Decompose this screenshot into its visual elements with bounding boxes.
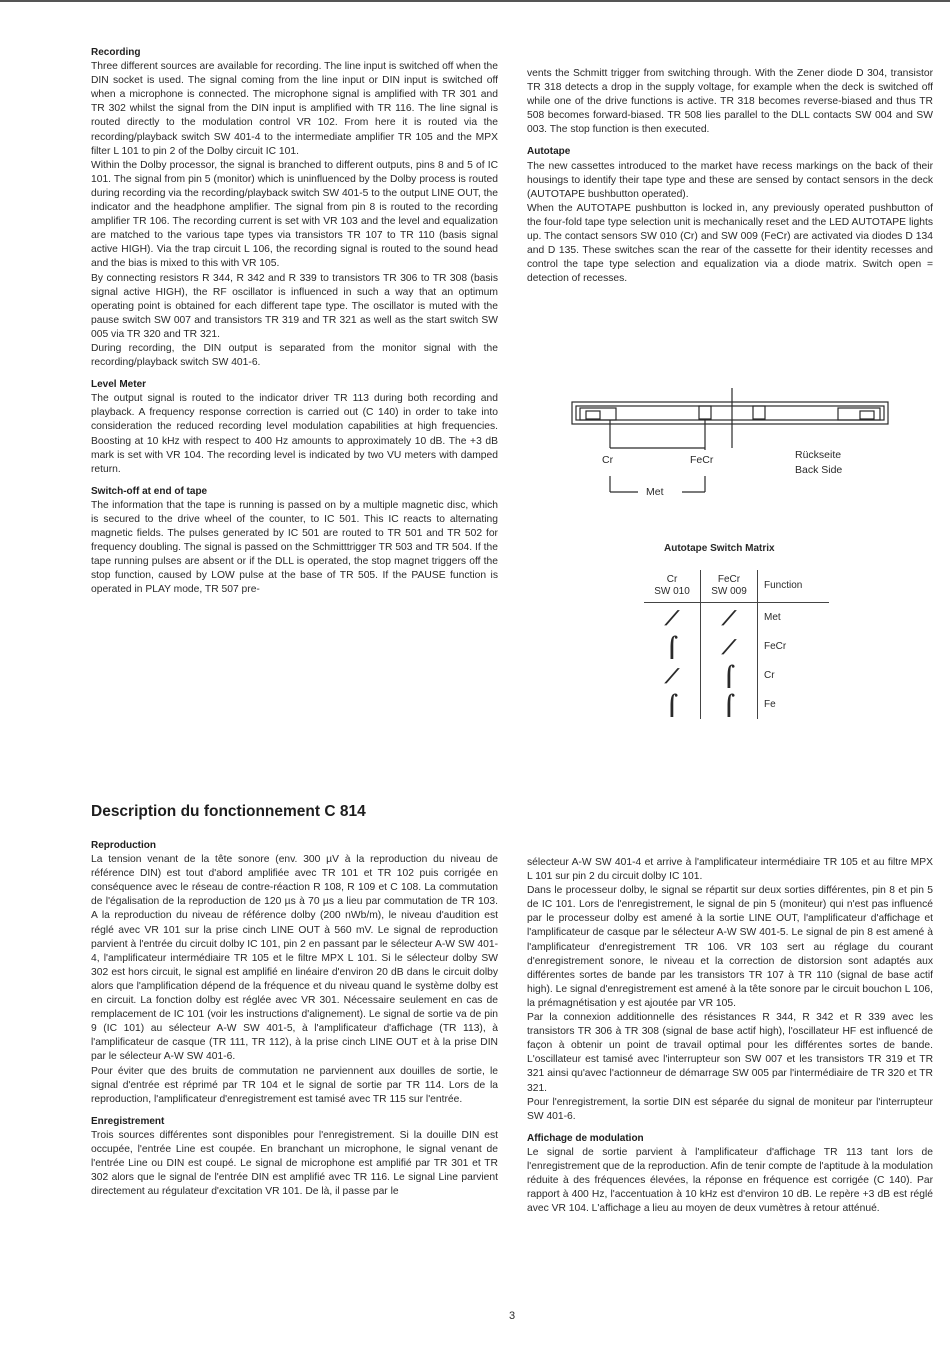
autotape-switch-matrix	[644, 570, 829, 719]
diagram-label-back-side: Back Side	[795, 464, 843, 476]
matrix-row	[644, 603, 829, 633]
french-section-title: Description du fonctionnement C 814	[91, 803, 366, 820]
switch-closed-icon: ⟋	[722, 605, 736, 630]
diagram-label-cr: Cr	[602, 454, 614, 466]
recording-paragraph: During recording, the DIN output is separated from the monitor signal with the recording/playback switch SW 401-6.	[91, 342, 498, 369]
enregistrement-paragraph-part1: Trois sources différentes sont disponibles pour l'enregistrement. Si la douille DIN est occupée, l'entrée Line est coupée. En branchant un microphone, le signal venant de l'entrée Line ou DIN est coupé. Le signal de microphone est amplifié par TR 301 et TR 302 alors que le signal de l'entrée DIN est amplifié avec TR 116. Le signal Line parvient directement au régulateur d'excitation VR 101. De là, il passe par le	[91, 1129, 498, 1198]
enregistrement-paragraph-part2: sélecteur A-W SW 401-4 et arrive à l'amplificateur intermédiaire TR 105 et au filtre MPX L 101 sur pin 2 du circuit dolby IC 101.	[527, 857, 933, 883]
matrix-row	[644, 690, 829, 719]
recording-paragraph: By connecting resistors R 344, R 342 and R 339 to transistors TR 306 to TR 308 (basis signal active HIGH), the RF oscillator is influenced in such a way that an optimum operating point is obtained for each different tape type. The oscillator is muted with the pause switch SW 007 and transistors TR 319 and TR 321 as well as the start switch SW 005 via TR 320 and TR 321.	[91, 272, 498, 340]
enregistrement-paragraph: Par la connexion additionnelle des résistances R 344, R 342 et R 339 avec les transistors TR 306 à TR 308 (signal de base actif high), l'oscillateur HF est influencé de façon à obtenir un point de travail optimal pour les différentes sortes de bande. L'oscillateur est tamisé avec l'interrupteur son SW 007 et les transistors TR 319 et TR 321 ainsi qu'avec l'actionneur de démarrage SW 005 par l'intermédiaire de TR 320 et TR 321.	[527, 1012, 933, 1094]
heading-enregistrement: Enregistrement	[91, 1115, 165, 1127]
enregistrement-paragraph: Pour l'enregistrement, la sortie DIN est séparée du signal de moniteur par l'interrupteur SW 401-6.	[527, 1096, 933, 1122]
heading-switch-off: Switch-off at end of tape	[91, 485, 208, 497]
english-right-column	[527, 67, 933, 286]
matrix-function: Cr	[764, 670, 775, 681]
matrix-header-function: Function	[758, 570, 830, 603]
switch-open-icon: ⌠	[665, 634, 679, 659]
heading-reproduction: Reproduction	[91, 840, 156, 851]
matrix-function: Met	[764, 612, 781, 623]
french-right-column	[527, 856, 933, 1216]
heading-recording: Recording	[91, 47, 141, 58]
autotape-paragraph: The new cassettes introduced to the market have recess markings on the back of their housings to identify their tape type and these are sensed by contact sensors in the deck (AUTOTAPE bushbutton operated).	[527, 160, 933, 200]
diagram-label-rueckseite: Rückseite	[795, 449, 842, 461]
matrix-function: FeCr	[764, 641, 787, 652]
affichage-paragraph: Le signal de sortie parvient à l'amplificateur d'affichage TR 113 tant lors de l'enregistrement que de la reproduction. Afin de tenir compte de l'aptitude à la modulation réduite à des fréquences élevées, la réponse en fréquence est corrigée (C 140). Par rapport à 400 Hz, l'accentuation à 10 kHz est d'environ 10 dB. Le repère +3 dB est réglé avec VR 104. L'affichage a lieu au moyen de deux vumètres à retour atténué.	[527, 1146, 933, 1215]
diagram-label-fecr: FeCr	[690, 454, 714, 466]
heading-level-meter: Level Meter	[91, 379, 147, 391]
french-left-column	[91, 839, 498, 1199]
switch-open-icon: ⌠	[722, 692, 736, 717]
switch-off-paragraph-part2: vents the Schmitt trigger from switching through. With the Zener diode D 304, transistor TR 318 detects a drop in the supply voltage, for example when the deck is switched off while one of the drive functions is active. TR 318 becomes reverse-biased and thus TR 508 becomes forward-biased. TR 508 lies parallel to the DLL contacts SW 004 and SW 003. The stop function is then executed.	[527, 68, 933, 136]
cassette-back-diagram	[560, 380, 900, 510]
heading-affichage: Affichage de modulation	[527, 1132, 644, 1144]
recording-paragraph: Three different sources are available for recording. The line input is switched off when the DIN socket is used. The signal coming from the line input or DIN input is switched off when a microphone is connected. The microphone signal is amplified with TR 301 and TR 302 whilst the signal from the DIN input is amplified with TR 116. The line signal is routed directly to the modulation control VR 102. From here it is routed via the recording/playback switch SW 401-4 to the intermediate amplifier TR 105 and the MPX filter L 101 to pin 2 of the Dolby circuit IC 101.	[91, 61, 498, 157]
matrix-header-cr: Cr SW 010	[644, 570, 701, 603]
switch-closed-icon: ⟋	[665, 663, 679, 688]
recording-paragraph: Within the Dolby processor, the signal is branched to different outputs, pins 8 and 5 of IC 101. The signal from pin 5 (monitor) which is uninfluenced by the Dolby process is routed during recording via the recording/playback switch SW 401-5 to the output LINE OUT, the indicator and the headphone amplifier. The signal from pin 8 is routed to the recording amplifier TR 106. The recording current is set with VR 103 and the level and equalization are matched to the various tape types via transistors TR 107 to TR 110 (basis signal active HIGH). Via the trap circuit L 106, the recording signal is routed to the sound head and the bias is mixed to this with VR 105.	[91, 159, 498, 270]
page-top-rule	[0, 0, 950, 2]
enregistrement-paragraph: Dans le processeur dolby, le signal se répartit sur deux sorties différentes, pin 8 et pin 5 de IC 101. Lors de l'enregistrement, le signal de pin 5 (moniteur) qui n'est pas influencé par le processeur dolby est amené à la sortie LINE OUT, l'amplificateur d'affichage et l'amplificateur de casque par le sélecteur A-W SW 401-5. Le signal de pin 8 est amené à l'amplificateur d'enregistrement TR 106. VR 103 sert au réglage du courant d'enregistrement sonore, le niveau et la correction de distorsion sont adaptés aux différentes sortes de bande par les transistors TR 107 à TR 110 (signal de base actif high). Le signal d'enregistrement est amené à la tête sonore par le circuit bouchon L 106, la prémagnétisation y est ajoutée par VR 105.	[527, 885, 933, 1009]
english-left-column	[91, 46, 498, 598]
reproduction-paragraph: La tension venant de la tête sonore (env. 300 µV à la reproduction du niveau de référence DIN) est tout d'abord amplifiée avec TR 101 et TR 102 puis corrigée en conséquence avec le réseau de contre-réaction R 108, R 109 et C 108. La commutation de l'égalisation de la reproduction de 120 µs à 70 µs a lieu par commutation de TR 103. A la reproduction du niveau de référence dolby (200 nWb/m), le niveau d'audition est réglé avec VR 101 sur la prise cinch LINE OUT à 560 mV. Le signal de reproduction parvient à l'entrée du circuit dolby IC 101, pin 2 en passant par le sélecteur A-W SW 401-4, l'amplificateur intermédiaire TR 105 et le filtre MPX L 101. Si le sélecteur dolby SW 302 est hors circuit, le signal est amplifié en linéaire d'environ 20 dB dans le circuit dolby alors que l'amplification dépend de la fréquence et du niveau quand le système dolby est en circuit. La fonction dolby est réglée avec VR 301. Nécessaire seulement en cas de remplacement de IC 101 (voir les instructions d'alignement). Le signal de sortie va de pin 9 (IC 101) au sélecteur A-W SW 401-5, à l'amplificateur d'affichage (TR 113), à l'amplificateur de casque (TR 111, TR 112), à la prise cinch LINE OUT et à la prise DIN par le sélecteur A-W SW 401-6.	[91, 854, 498, 1063]
matrix-row	[644, 661, 829, 690]
matrix-function: Fe	[764, 699, 776, 710]
autotape-paragraph: When the AUTOTAPE pushbutton is locked in, any previously operated pushbutton of the four-fold tape type selection unit is mechanically reset and the LED AUTOTAPE lights up. The contact sensors SW 010 (Cr) and SW 009 (FeCr) are activated via diodes D 134 and D 135. These switches scan the rear of the cassette for their identity recesses and control the tape type selection and equalization via a diode matrix. Switch open = detection of recesses.	[527, 202, 933, 285]
switch-off-paragraph-part1: The information that the tape is running is passed on by a multiple magnetic disc, which is secured to the drive wheel of the counter, to IC 501. This IC reacts to alternating magnetic fields. The pulses generated by IC 501 are routed to TR 501 and TR 502 for frequency doubling. The signal is passed on the Schmitttrigger TR 503 and TR 504. If the tape running pulses are absent or if the DLL is operated, the stop magnet triggers off the stop function, caused by LOW pulse at the base of TR 505. If the PAUSE function is operated in PLAY mode, TR 507 pre-	[91, 499, 498, 596]
matrix-title: Autotape Switch Matrix	[664, 543, 775, 554]
matrix-row	[644, 632, 829, 661]
switch-open-icon: ⌠	[665, 692, 679, 717]
reproduction-paragraph: Pour éviter que des bruits de commutation ne parviennent aux douilles de sortie, le signal d'entrée est réprimé par TR 104 et le signal de sortie par TR 114. Lors de la reproduction, l'amplificateur d'enregistrement est tamisé avec TR 115 sur l'entrée.	[91, 1065, 498, 1105]
switch-closed-icon: ⟋	[665, 605, 679, 630]
matrix-header-fecr: FeCr SW 009	[701, 570, 758, 603]
diagram-label-met: Met	[646, 486, 664, 498]
switch-open-icon: ⌠	[722, 663, 736, 688]
level-meter-paragraph: The output signal is routed to the indicator driver TR 113 during both recording and playback. A frequency response correction is carried out (C 140) in order to take into consideration the reduced recording level modulation capabilities at high frequencies. Boosting at 10 kHz with respect to 400 Hz amounts to approximately 10 dB. The +3 dB mark is set with VR 104. The recording level is indicated by two VU meters with damped return.	[91, 393, 498, 475]
matrix-header-row	[644, 570, 829, 603]
switch-closed-icon: ⟋	[722, 634, 736, 659]
page-number: 3	[509, 1310, 516, 1322]
heading-autotape: Autotape	[527, 146, 571, 158]
